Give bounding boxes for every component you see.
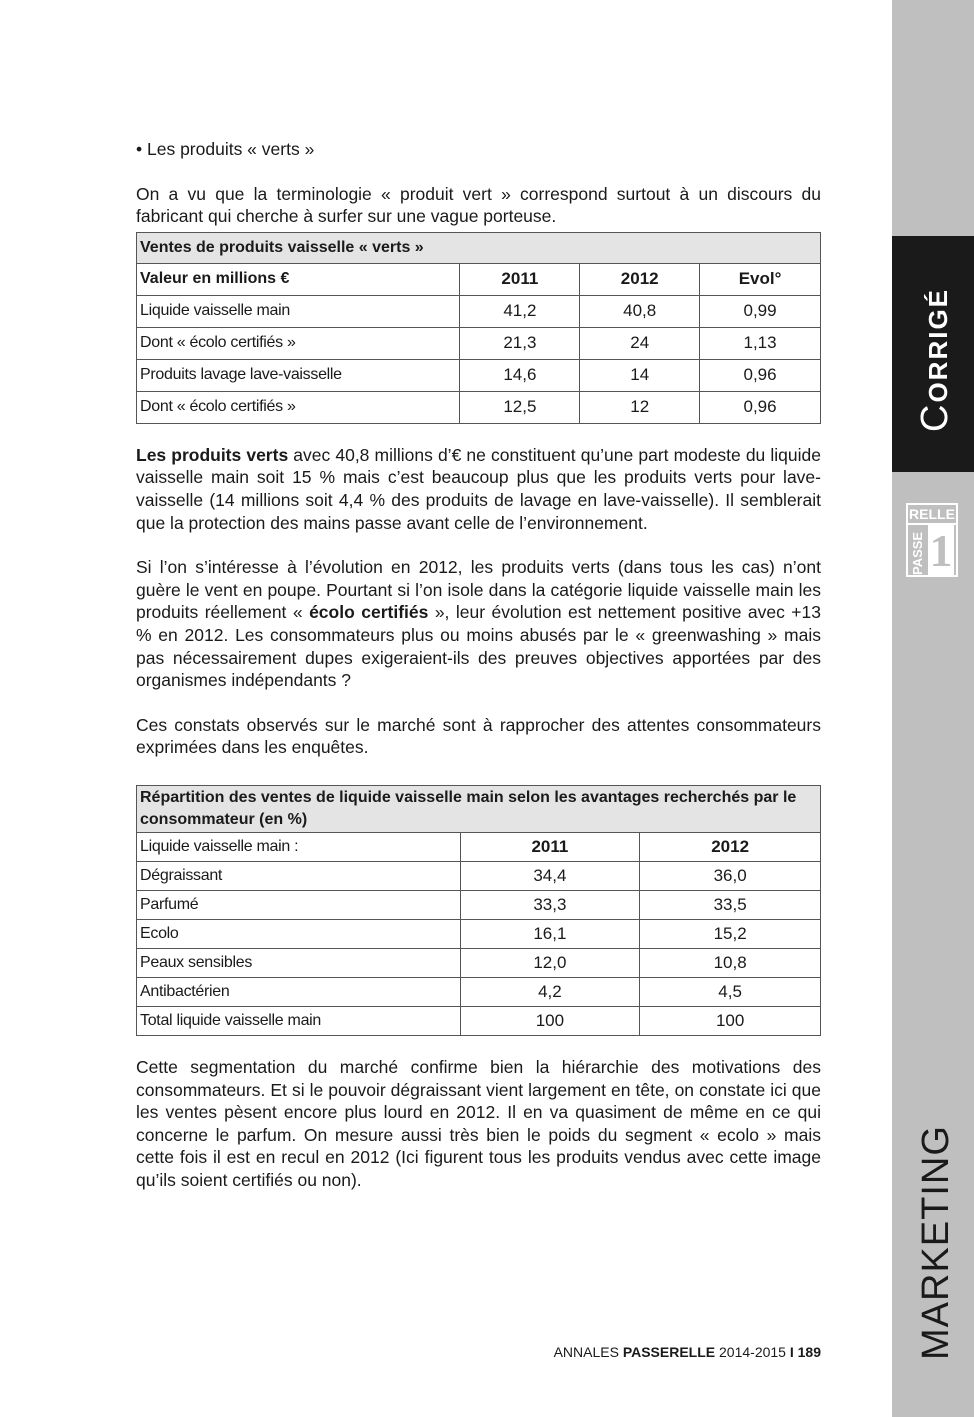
table-row: [137, 977, 821, 1006]
footer-brand: PASSERELLE: [622, 1344, 716, 1360]
table-cell: Antibactérien: [137, 977, 461, 1006]
table-row: [137, 391, 821, 423]
header-cell: 2011: [460, 263, 580, 295]
footer-separator: I: [789, 1344, 794, 1360]
paragraph-text: », leur évolution est nettement positive avec +13 % en 2012. Les consommateurs plus ou moins abusés par le « greenwashing » mais pas nécessairement dupes exigeraient-ils des preuves objectives apportées par des organismes indépendants ?: [136, 602, 821, 691]
header-cell: 2012: [640, 832, 821, 861]
table-row: [137, 359, 821, 391]
table-cell: Parfumé: [137, 890, 461, 919]
table-cell: Dont « écolo certifiés »: [137, 391, 460, 423]
table-row: [137, 327, 821, 359]
bold-term: écolo certifiés: [309, 602, 429, 623]
green-products-table: [136, 232, 821, 424]
section-label: MARKETING: [915, 1125, 957, 1360]
paragraph-segmentation: Cette segmentation du marché confirme bien la hiérarchie des motivations des consommateurs. Et si le pouvoir dégraissant vient largement en tête, on constate ici que les ventes pèsent encore plus lourd en 2012. Il en va quasiment de même en ce qui concerne le parfum. On mesure aussi très bien le poids du segment « ecolo » mais cette fois il est en recul en 2012 (Ici figurent tous les produits vendus avec cette image qu’ils soient certifiés ou non).: [136, 1056, 821, 1190]
table-cell: 41,2: [460, 295, 580, 327]
table-title: Ventes de produits vaisselle « verts »: [137, 232, 821, 263]
table-cell: Total liquide vaisselle main: [137, 1006, 461, 1035]
table-row: [137, 295, 821, 327]
table-row: [137, 1006, 821, 1035]
paragraph-evolution: [136, 556, 821, 692]
table-cell: 10,8: [640, 948, 821, 977]
table-cell: 33,3: [460, 890, 640, 919]
bullet-heading: • Les produits « verts »: [136, 139, 315, 159]
table-cell: 34,4: [460, 861, 640, 890]
table-cell: Produits lavage lave-vaisselle: [137, 359, 460, 391]
table-cell: 0,96: [700, 359, 821, 391]
table-cell: Dont « écolo certifiés »: [137, 327, 460, 359]
table-title-row: [137, 785, 821, 832]
table-row: [137, 861, 821, 890]
table-cell: 12: [580, 391, 700, 423]
table-cell: 16,1: [460, 919, 640, 948]
paragraph-green-products: [136, 444, 821, 534]
paragraph-text: Si l’on s’intéresse à l’évolution en 2012, les produits verts (dans tous les cas) n’ont guère le vent en poupe. Pourtant si l’on isole dans la catégorie liquide vaisselle main les produits réellement «: [136, 557, 821, 623]
table-cell: 40,8: [580, 295, 700, 327]
logo-passe: PASSE: [910, 531, 925, 575]
table-cell: Ecolo: [137, 919, 461, 948]
header-cell: Evol°: [700, 263, 821, 295]
table-cell: Liquide vaisselle main: [137, 295, 460, 327]
table-cell: 100: [460, 1006, 640, 1035]
table-cell: 4,5: [640, 977, 821, 1006]
paragraph-constats: Ces constats observés sur le marché sont à rapprocher des attentes consommateurs exprimées dans les enquêtes.: [136, 714, 821, 758]
corrige-rest: ORRIGÉ: [923, 287, 953, 403]
table-cell: 36,0: [640, 861, 821, 890]
corrige-label: [914, 288, 957, 432]
table-title: Répartition des ventes de liquide vaisselle main selon les avantages recherchés par le consommateur (en %): [137, 785, 821, 832]
page-footer: [554, 1344, 821, 1360]
table-cell: 12,0: [460, 948, 640, 977]
table-cell: 21,3: [460, 327, 580, 359]
table-cell: 24: [580, 327, 700, 359]
intro-paragraph: On a vu que la terminologie « produit vert » correspond surtout à un discours du fabricant qui cherche à surfer sur une vague porteuse.: [136, 183, 821, 227]
table-row: [137, 919, 821, 948]
table-cell: 100: [640, 1006, 821, 1035]
footer-prefix: ANNALES: [553, 1344, 623, 1360]
table-cell: 14,6: [460, 359, 580, 391]
table-cell: 0,99: [700, 295, 821, 327]
footer-years: 2014-2015: [715, 1344, 790, 1360]
page-number: 189: [793, 1344, 821, 1360]
segmentation-table: [136, 785, 821, 1036]
main-content: [136, 138, 821, 1191]
table-title-row: [137, 232, 821, 263]
table-cell: Dégraissant: [137, 861, 461, 890]
table-header-row: [137, 263, 821, 295]
header-cell: Liquide vaisselle main :: [137, 832, 461, 861]
header-cell: 2012: [580, 263, 700, 295]
table-cell: 33,5: [640, 890, 821, 919]
table-cell: Peaux sensibles: [137, 948, 461, 977]
passerelle-logo: [906, 503, 958, 577]
table-header-row: [137, 832, 821, 861]
table-cell: 12,5: [460, 391, 580, 423]
paragraph-text: avec 40,8 millions d’€ ne constituent qu’une part modeste du liquide vaisselle main soit 15 % mais c’est beaucoup plus que les produits verts pour lave-vaisselle (14 millions soit 4,4 % des produits de lavage en lave-vaisselle). Il semblerait que la protection des mains passe avant celle de l’environnement.: [136, 444, 821, 533]
bold-lead: Les produits verts: [136, 444, 289, 465]
table-cell: 15,2: [640, 919, 821, 948]
table-row: [137, 890, 821, 919]
logo-number: 1: [929, 525, 953, 576]
header-cell: Valeur en millions €: [137, 263, 460, 295]
header-cell: 2011: [460, 832, 640, 861]
table-row: [137, 948, 821, 977]
table-cell: 1,13: [700, 327, 821, 359]
logo-relle: RELLE: [908, 505, 956, 525]
table-cell: 0,96: [700, 391, 821, 423]
table-cell: 14: [580, 359, 700, 391]
table-cell: 4,2: [460, 977, 640, 1006]
corrige-initial: C: [914, 402, 956, 432]
